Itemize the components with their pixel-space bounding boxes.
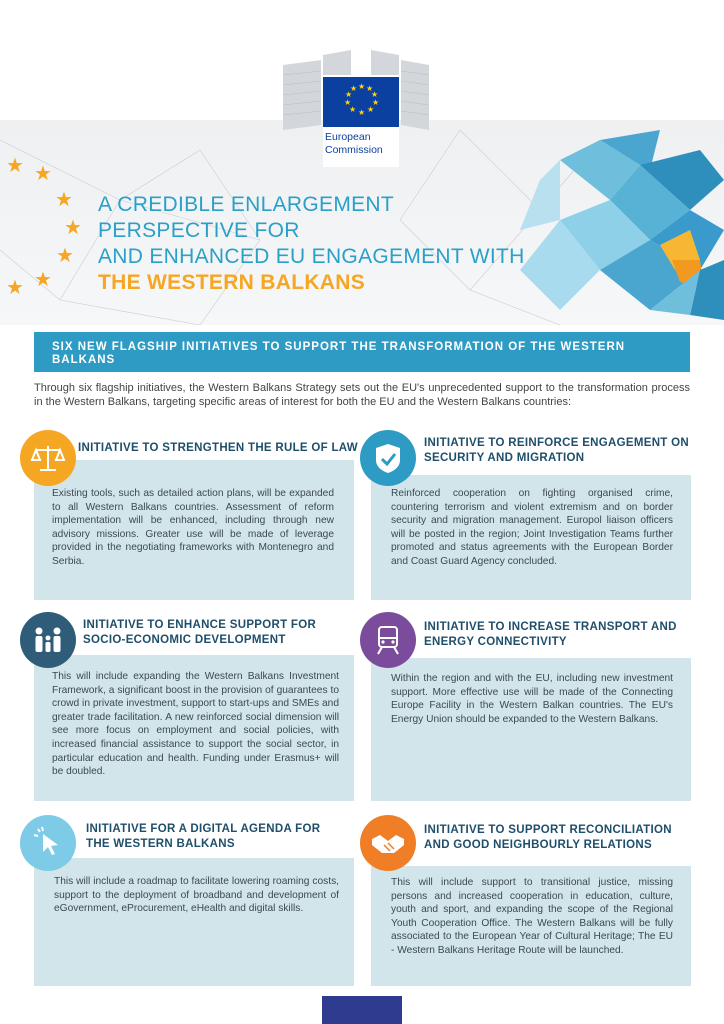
scales-icon bbox=[20, 430, 76, 486]
initiative-body: This will include a roadmap to facilitate lowering roaming costs, support to the deployment of broadband and development of eGovernment, eProcurement, eHealth and digital skills. bbox=[54, 876, 339, 915]
svg-text:★: ★ bbox=[358, 82, 366, 91]
train-icon bbox=[360, 612, 416, 668]
initiative-icon-circle bbox=[360, 430, 416, 486]
logo-text-line1: European bbox=[325, 131, 371, 143]
svg-text:★: ★ bbox=[55, 189, 73, 211]
european-commission-logo bbox=[281, 35, 431, 170]
initiative-body: This will include support to transitional justice, missing persons and increased cooperation in education, culture, youth and sport, and expanding the scope of the Regional Youth Cooperation Office. The Western Balkans will be fully associated to the European Year of Cultural Heritage; The EU - Western Balkans Heritage Route will be launched. bbox=[391, 877, 673, 956]
initiative-title: INITIATIVE TO STRENGTHEN THE RULE OF LAW bbox=[78, 442, 358, 454]
svg-text:★: ★ bbox=[349, 105, 357, 114]
initiative-icon-circle bbox=[20, 430, 76, 486]
svg-text:★: ★ bbox=[345, 90, 353, 99]
svg-text:★: ★ bbox=[366, 84, 374, 93]
initiative-icon-circle bbox=[360, 815, 416, 871]
svg-text:★: ★ bbox=[358, 108, 366, 117]
initiative-icon-circle bbox=[360, 612, 416, 668]
handshake-icon bbox=[360, 815, 416, 871]
initiative-title: INITIATIVE FOR A DIGITAL AGENDA FOR THE WESTERN BALKANS bbox=[86, 823, 321, 850]
initiative-title: INITIATIVE TO INCREASE TRANSPORT AND ENERGY CONNECTIVITY bbox=[424, 621, 677, 648]
svg-text:★: ★ bbox=[344, 98, 352, 107]
initiative-title: INITIATIVE TO REINFORCE ENGAGEMENT ON SECURITY AND MIGRATION bbox=[424, 437, 689, 464]
people-icon bbox=[20, 612, 76, 668]
svg-text:★: ★ bbox=[6, 155, 24, 177]
svg-text:★: ★ bbox=[371, 90, 379, 99]
section-heading: SIX NEW FLAGSHIP INITIATIVES TO SUPPORT THE TRANSFORMATION OF THE WESTERN BALKANS bbox=[52, 341, 626, 366]
initiative-body: Reinforced cooperation on fighting organised crime, countering terrorism and violent extremism and on border security and migration management. Europol liaison officers will be posted in the region; Joint Investigation Teams further promoted and status agreements with the European Border and Coast Guard Agency concluded. bbox=[391, 488, 673, 567]
eu-stars-graphic bbox=[6, 155, 82, 299]
initiative-body: Within the region and with the EU, including new investment support. More effective use will be made of the Connecting Europe Facility in the Western Balkan countries. The EU's Energy Union should be expanded to the Western Balkans. bbox=[391, 673, 673, 725]
title-line-1: A CREDIBLE ENLARGEMENT PERSPECTIVE FOR bbox=[98, 193, 394, 242]
initiative-title: INITIATIVE TO ENHANCE SUPPORT FOR SOCIO-ECONOMIC DEVELOPMENT bbox=[83, 619, 317, 646]
cursor-icon bbox=[20, 815, 76, 871]
page-title bbox=[98, 192, 538, 296]
initiative-title: INITIATIVE TO SUPPORT RECONCILIATION AND GOOD NEIGHBOURLY RELATIONS bbox=[424, 824, 672, 851]
svg-text:★: ★ bbox=[6, 277, 24, 299]
svg-text:★: ★ bbox=[350, 84, 358, 93]
shield-icon bbox=[360, 430, 416, 486]
initiative-icon-circle bbox=[20, 815, 76, 871]
svg-text:★: ★ bbox=[56, 245, 74, 267]
intro-paragraph: Through six flagship initiatives, the Western Balkans Strategy sets out the EU's unprecedented support to the transformation process in the Western Balkans, targeting specific areas of interest for both the EU and the Western Balkans countries: bbox=[34, 382, 690, 408]
title-line-2: AND ENHANCED EU ENGAGEMENT WITH bbox=[98, 245, 525, 268]
logo-text-line2: Commission bbox=[325, 144, 383, 156]
eu-flag-footer bbox=[322, 996, 402, 1024]
svg-text:★: ★ bbox=[367, 105, 375, 114]
svg-text:★: ★ bbox=[34, 269, 52, 291]
initiative-body: This will include expanding the Western Balkans Investment Framework, a significant boost in the provision of guarantees to crowd in private investment, support to start-ups and SMEs and greater trade facilitation. A new reinforced social dimension will see more focus on employment and social policies, with increased financial assistance to support the social sector, in particular education and health. Funding under Erasmus+ will be doubled. bbox=[52, 671, 339, 778]
svg-text:★: ★ bbox=[64, 217, 82, 239]
title-line-3: THE WESTERN BALKANS bbox=[98, 271, 366, 294]
initiative-body: Existing tools, such as detailed action plans, will be expanded to all Western Balkans countries. Assessment of reform implementation will be enhanced, including through new advisory missions. Greater use will be made of leverage provided in the negotiating frameworks with Montenegro and Serbia. bbox=[52, 488, 334, 567]
europe-map-graphic bbox=[520, 130, 724, 320]
initiative-icon-circle bbox=[20, 612, 76, 668]
svg-text:★: ★ bbox=[34, 163, 52, 185]
svg-text:★: ★ bbox=[372, 98, 380, 107]
